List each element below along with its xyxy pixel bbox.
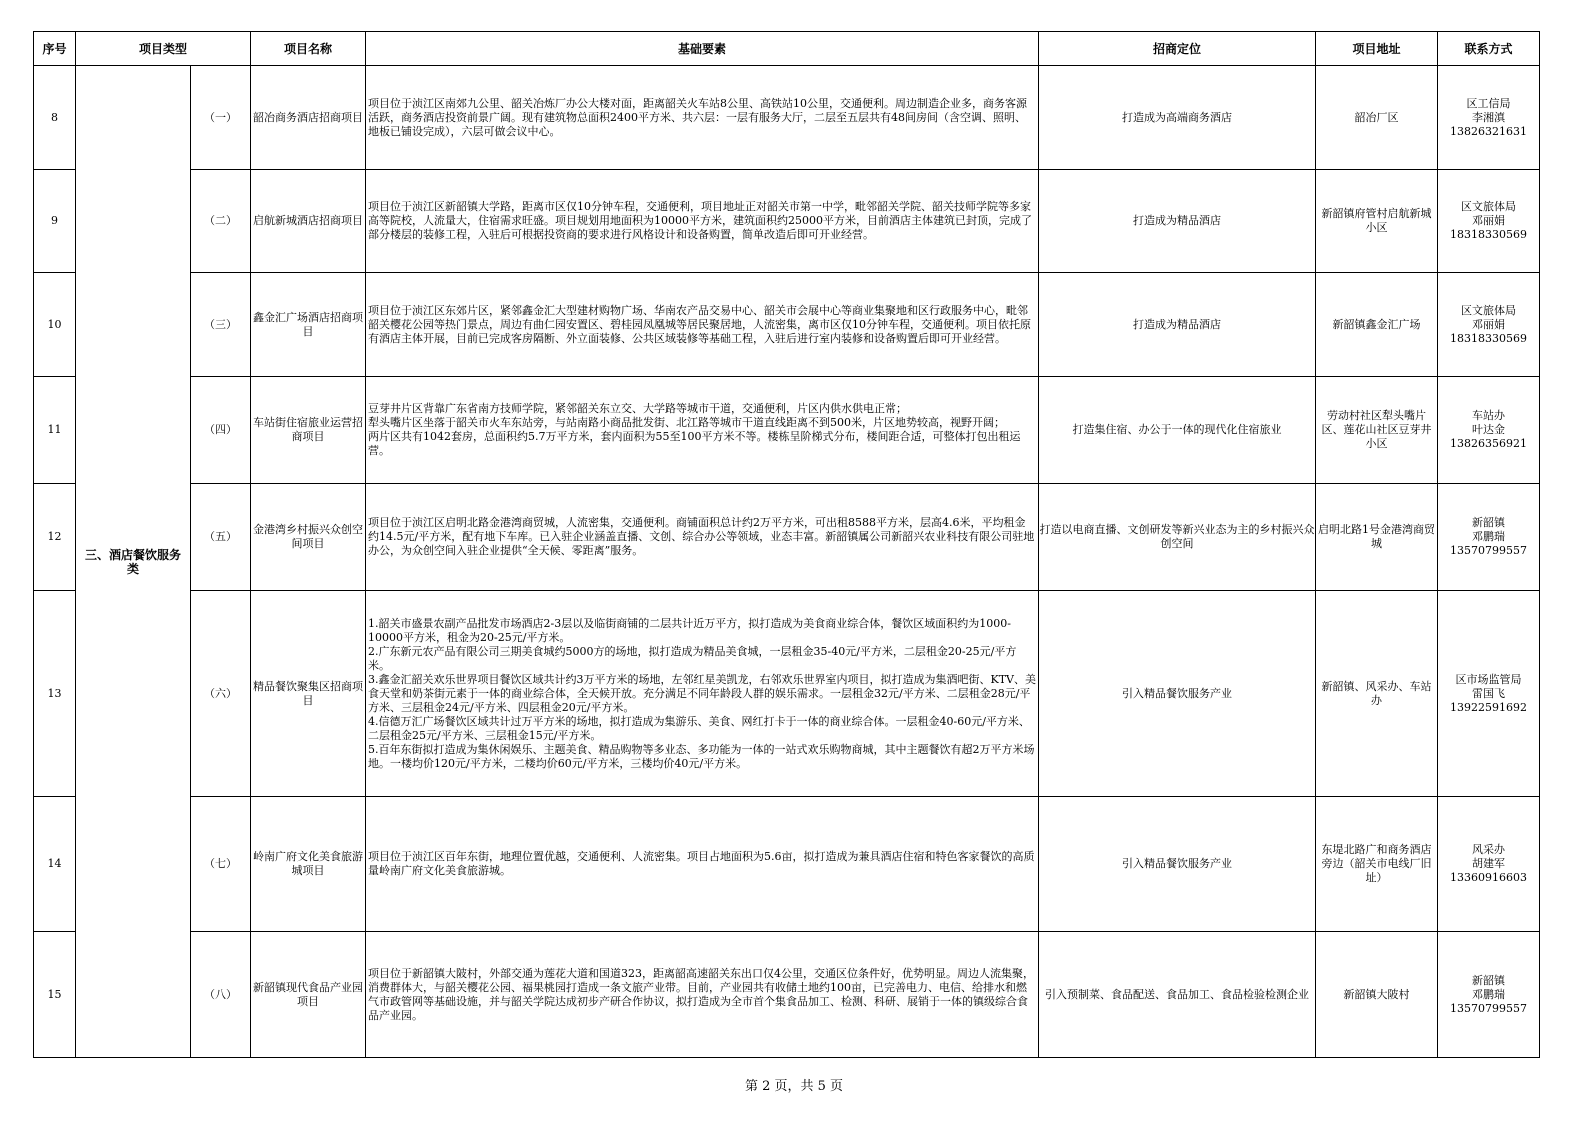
row-sub: （五） [191,484,251,591]
row-address: 劳动村社区犁头嘴片区、莲花山社区豆芽井小区 [1316,377,1438,484]
row-contact: 区工信局 李湘滇 13826321631 [1438,66,1540,170]
category-cell: 三、酒店餐饮服务类 [76,66,191,1058]
row-positioning: 打造集住宿、办公于一体的现代化住宿旅业 [1039,377,1316,484]
row-name: 金港湾乡村振兴众创空间项目 [251,484,366,591]
row-desc: 1.韶关市盛景农副产品批发市场酒店2-3层以及临街商铺的二层共计近万平方，拟打造成为美食商业综合体，餐饮区域面积约为1000-10000平方米，租金为20-25元/平方米。 2.广东新元农产品有限公司三期美食城约5000方的场地，拟打造成为精品美食城，一层租金35-40元/平方米，二层租金20-25元/平方米。 3.鑫金汇韶关欢乐世界项目餐饮区域共计约3万平方米的场地，左邻红星美凯龙，右邻欢乐世界室内项目，拟打造成为集酒吧街、KTV、美食天堂和奶茶街元素于一体的商业综合体，全天候开放。充分满足不同年龄段人群的娱乐需求。一层租金32元/平方米、二层租金28元/平方米、三层租金24元/平方米、四层租金20元/平方米。 4.信德万汇广场餐饮区域共计过万平方米的场地，拟打造成为集游乐、美食、网红打卡于一体的商业综合体。一层租金40-60元/平方米、二层租金25元/平方米、三层租金15元/平方米。 5.百年东街拟打造成为集休闲娱乐、主题美食、精品购物等多业态、多功能为一体的一站式欢乐购物商城，其中主题餐饮有超2万平方米场地。一楼均价120元/平方米，二楼均价60元/平方米，三楼均价40元/平方米。 [366,591,1039,797]
row-desc: 项目位于新韶镇大陂村，外部交通为莲花大道和国道323，距离韶高速韶关东出口仅4公里，交通区位条件好，优势明显。周边人流集聚，消费群体大，与韶关樱花公园、福果桃园打造成一条文旅产业带。目前，产业园共有收储土地约100亩，已完善电力、电信、给排水和燃气市政管网等基础设施，并与韶关学院达成初步产研合作协议，拟打造成为全市首个集食品加工、检测、科研、展销于一体的镇级综合食品产业园。 [366,932,1039,1058]
header-type: 项目类型 [76,32,251,66]
table-row [34,66,1540,170]
row-address: 启明北路1号金港湾商贸城 [1316,484,1438,591]
row-positioning: 打造成为高端商务酒店 [1039,66,1316,170]
row-address: 新韶镇鑫金汇广场 [1316,273,1438,377]
row-name: 韶冶商务酒店招商项目 [251,66,366,170]
row-name: 新韶镇现代食品产业园项目 [251,932,366,1058]
row-seq: 12 [34,484,76,591]
row-sub: （四） [191,377,251,484]
row-name: 车站街住宿旅业运营招商项目 [251,377,366,484]
table-row [34,591,1540,797]
row-seq: 13 [34,591,76,797]
row-sub: （二） [191,170,251,273]
row-positioning: 打造成为精品酒店 [1039,273,1316,377]
row-address: 韶冶厂区 [1316,66,1438,170]
table-row [34,932,1540,1058]
header-positioning: 招商定位 [1039,32,1316,66]
row-desc: 项目位于浈江区南郊九公里、韶关冶炼厂办公大楼对面，距离韶关火车站8公里、高铁站10公里，交通便利。周边制造企业多，商务客源活跃，商务酒店投资前景广阔。现有建筑物总面积2400平方米、共六层：一层有服务大厅，二层至五层共有48间房间（含空调、照明、地板已铺设完成），六层可做会议中心。 [366,66,1039,170]
header-contact: 联系方式 [1438,32,1540,66]
row-name: 精品餐饮聚集区招商项目 [251,591,366,797]
row-address: 东堤北路广和商务酒店旁边（韶关市电线厂旧址） [1316,797,1438,932]
row-sub: （一） [191,66,251,170]
table-row [34,377,1540,484]
row-seq: 9 [34,170,76,273]
row-positioning: 引入精品餐饮服务产业 [1039,797,1316,932]
row-desc: 项目位于浈江区启明北路金港湾商贸城，人流密集，交通便利。商铺面积总计约2万平方米，可出租8588平方米，层高4.6米，平均租金约14.5元/平方米，配有地下车库。已入驻企业涵盖直播、文创、综合办公等领域，业态丰富。新韶镇属公司新韶兴农业科技有限公司驻地办公，为众创空间入驻企业提供“全天候、零距离”服务。 [366,484,1039,591]
row-positioning: 打造成为精品酒店 [1039,170,1316,273]
row-contact: 风采办 胡建军 13360916603 [1438,797,1540,932]
row-desc: 项目位于浈江区新韶镇大学路，距离市区仅10分钟车程，交通便利，项目地址正对韶关市第一中学，毗邻韶关学院、韶关技师学院等多家高等院校，人流量大，住宿需求旺盛。项目规划用地面积为10000平方米，建筑面积约25000平方米，目前酒店主体建筑已封顶，完成了部分楼层的装修工程，入驻后可根据投资商的要求进行风格设计和设备购置，简单改造后即可开业经营。 [366,170,1039,273]
row-name: 鑫金汇广场酒店招商项目 [251,273,366,377]
header-row [34,32,1540,66]
header-address: 项目地址 [1316,32,1438,66]
row-name: 岭南广府文化美食旅游城项目 [251,797,366,932]
row-positioning: 打造以电商直播、文创研发等新兴业态为主的乡村振兴众创空间 [1039,484,1316,591]
row-sub: （六） [191,591,251,797]
row-contact: 车站办 叶达金 13826356921 [1438,377,1540,484]
row-desc: 项目位于浈江区东郊片区，紧邻鑫金汇大型建材购物广场、华南农产品交易中心、韶关市会展中心等商业集聚地和区行政服务中心，毗邻韶关樱花公园等热门景点，周边有曲仁园安置区、碧桂园凤凰城等居民聚居地，人流密集，离市区仅10分钟车程，交通便利。项目依托原有酒店主体开展，目前已完成客房隔断、外立面装修、公共区域装修等基础工程，入驻后进行室内装修和设备购置后即可开业经营。 [366,273,1039,377]
header-name: 项目名称 [251,32,366,66]
row-sub: （七） [191,797,251,932]
row-seq: 14 [34,797,76,932]
header-basics: 基础要素 [366,32,1039,66]
row-sub: （八） [191,932,251,1058]
row-positioning: 引入精品餐饮服务产业 [1039,591,1316,797]
table-row [34,170,1540,273]
row-seq: 10 [34,273,76,377]
page-footer: 第 2 页，共 5 页 [744,1079,844,1094]
row-contact: 区市场监管局 雷国飞 13922591692 [1438,591,1540,797]
row-positioning: 引入预制菜、食品配送、食品加工、食品检验检测企业 [1039,932,1316,1058]
row-address: 新韶镇、风采办、车站办 [1316,591,1438,797]
row-contact: 新韶镇 邓鹏瑞 13570799557 [1438,932,1540,1058]
row-sub: （三） [191,273,251,377]
row-seq: 11 [34,377,76,484]
row-contact: 新韶镇 邓鹏瑞 13570799557 [1438,484,1540,591]
table-row [34,797,1540,932]
table-row [34,273,1540,377]
row-seq: 15 [34,932,76,1058]
row-desc: 项目位于浈江区百年东街，地理位置优越，交通便利、人流密集。项目占地面积为5.6亩，拟打造成为兼具酒店住宿和特色客家餐饮的高质量岭南广府文化美食旅游城。 [366,797,1039,932]
row-contact: 区文旅体局 邓丽娟 18318330569 [1438,273,1540,377]
row-address: 新韶镇大陂村 [1316,932,1438,1058]
row-name: 启航新城酒店招商项目 [251,170,366,273]
header-seq: 序号 [34,32,76,66]
table-row [34,484,1540,591]
row-seq: 8 [34,66,76,170]
row-contact: 区文旅体局 邓丽娟 18318330569 [1438,170,1540,273]
project-table [33,31,1540,1058]
row-desc: 豆芽井片区背靠广东省南方技师学院，紧邻韶关东立交、大学路等城市干道，交通便利，片区内供水供电正常； 犁头嘴片区坐落于韶关市火车东站旁，与站南路小商品批发街、北江路等城市干道直线距离不到500米，片区地势较高，视野开阔； 两片区共有1042套房，总面积约5.7万平方米，套内面积为55至100平方米不等。楼栋呈阶梯式分布，楼间距合适，可整体打包出租运营。 [366,377,1039,484]
row-address: 新韶镇府管村启航新城小区 [1316,170,1438,273]
